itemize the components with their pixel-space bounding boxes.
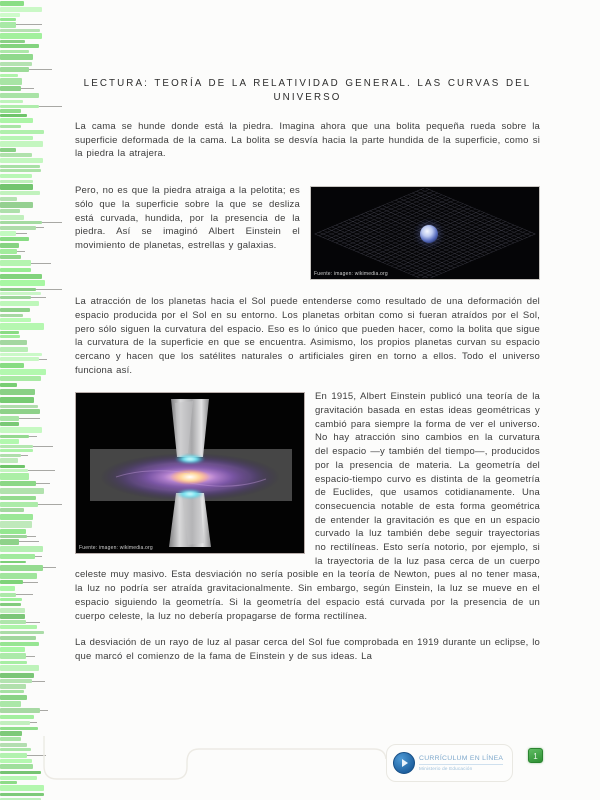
reading-content [75,0,540,664]
decorative-left-border [0,0,62,800]
galaxy-jets-illustration [76,393,304,553]
paragraph-1915-theory-text: En 1915, Albert Einstein publicó una teoría de la gravitación basada en estas ideas geométricas y cambió para siempre la forma de ver el universo. No hay atracción sino cambios en la curvatura del espacio —y también del tiempo—, producidos por la presencia de materia. La geometría del espacio-tiempo curvo es distinta de la geometría de Euclides, que usamos cotidianamente. Una consecuencia notable de esta forma geométrica de entender la gravitación es que en un espacio curvado la luz también debe seguir trayectorias no rectilíneas. Esto sería notorio, por ejemplo, si la trayectoria de la luz pasa cerca de un cuerpo celeste muy masivo. Esta desviación no sería posible en la teoría de Newton, pues al no tener masa, la luz no podría ser atraída gravitacionalmente. Sin embargo, según Einstein, la luz se mueve en el espacio siguiendo la geometría. Si la geometría del espacio está curvada por la presencia de un cuerpo celeste, la luz no debería propagarse de forma rectilínea. [75,391,540,622]
page-title [75,77,540,105]
paragraph-planets-attraction: La atracción de los planetas hacia el Sol puede entenderse como resultado de una deformación del espacio producida por el Sol en su entorno. Los planetas orbitan como si fueran atraídos por el Sol, pero sólo siguen la curvatura del espacio. Eso es lo único que pueden hacer, como la bolita que sigue la curvatura de la superficie en que se encuentra. Asimismo, los propios planetas curvan su espacio cercano y hacen que los satélites naturales o artificiales giren en torno a ellos. Todo el universo funciona así. [75,296,540,376]
spacetime-grid-caption: Fuente: imagen: wikimedia.org [314,271,388,278]
spacetime-grid-image [310,186,540,280]
paragraph-1919-eclipse: La desviación de un rayo de luz al pasar cerca del Sol fue comprobada en 1919 durante un eclipse, lo que marcó el comienzo de la fama de Einstein y de sus ideas. La [75,637,540,662]
galaxy-jets-caption: Fuente: imagen: wikimedia.org [79,545,153,552]
logo-title: CURRÍCULUM EN LÍNEA [419,754,504,762]
paragraph-1915-theory [75,390,540,623]
galaxy-jets-image [75,392,305,554]
paragraph-einstein-imagined-text: Pero, no es que la piedra atraiga a la pelotita; es sólo que la superficie sobre la que se desliza está curvada, hundida, por la presencia de la piedra. Así se imaginó Albert Einstein el movimiento de planetas, estrellas y galaxias. [75,185,300,251]
page-number-badge: 1 [528,748,543,763]
page-title-line-2: UNIVERSO [273,92,342,103]
play-icon [393,752,415,774]
page-title-line-1: LECTURA: TEORÍA DE LA RELATIVIDAD GENERAL. LAS CURVAS DEL [83,78,532,89]
paragraph-einstein-imagined [75,184,540,284]
paragraph-bed-stone: La cama se hunde donde está la piedra. Imagina ahora que una bolita pequeña rueda sobre la superficie deformada de la cama. La bolita se desvía hacia la parte hundida de la superficie, como si la piedra la atrajera. [75,121,540,160]
spacetime-grid-illustration [311,187,539,279]
logo-subtitle: Ministerio de Educación [419,764,503,772]
curriculum-en-linea-logo[interactable] [386,744,513,782]
